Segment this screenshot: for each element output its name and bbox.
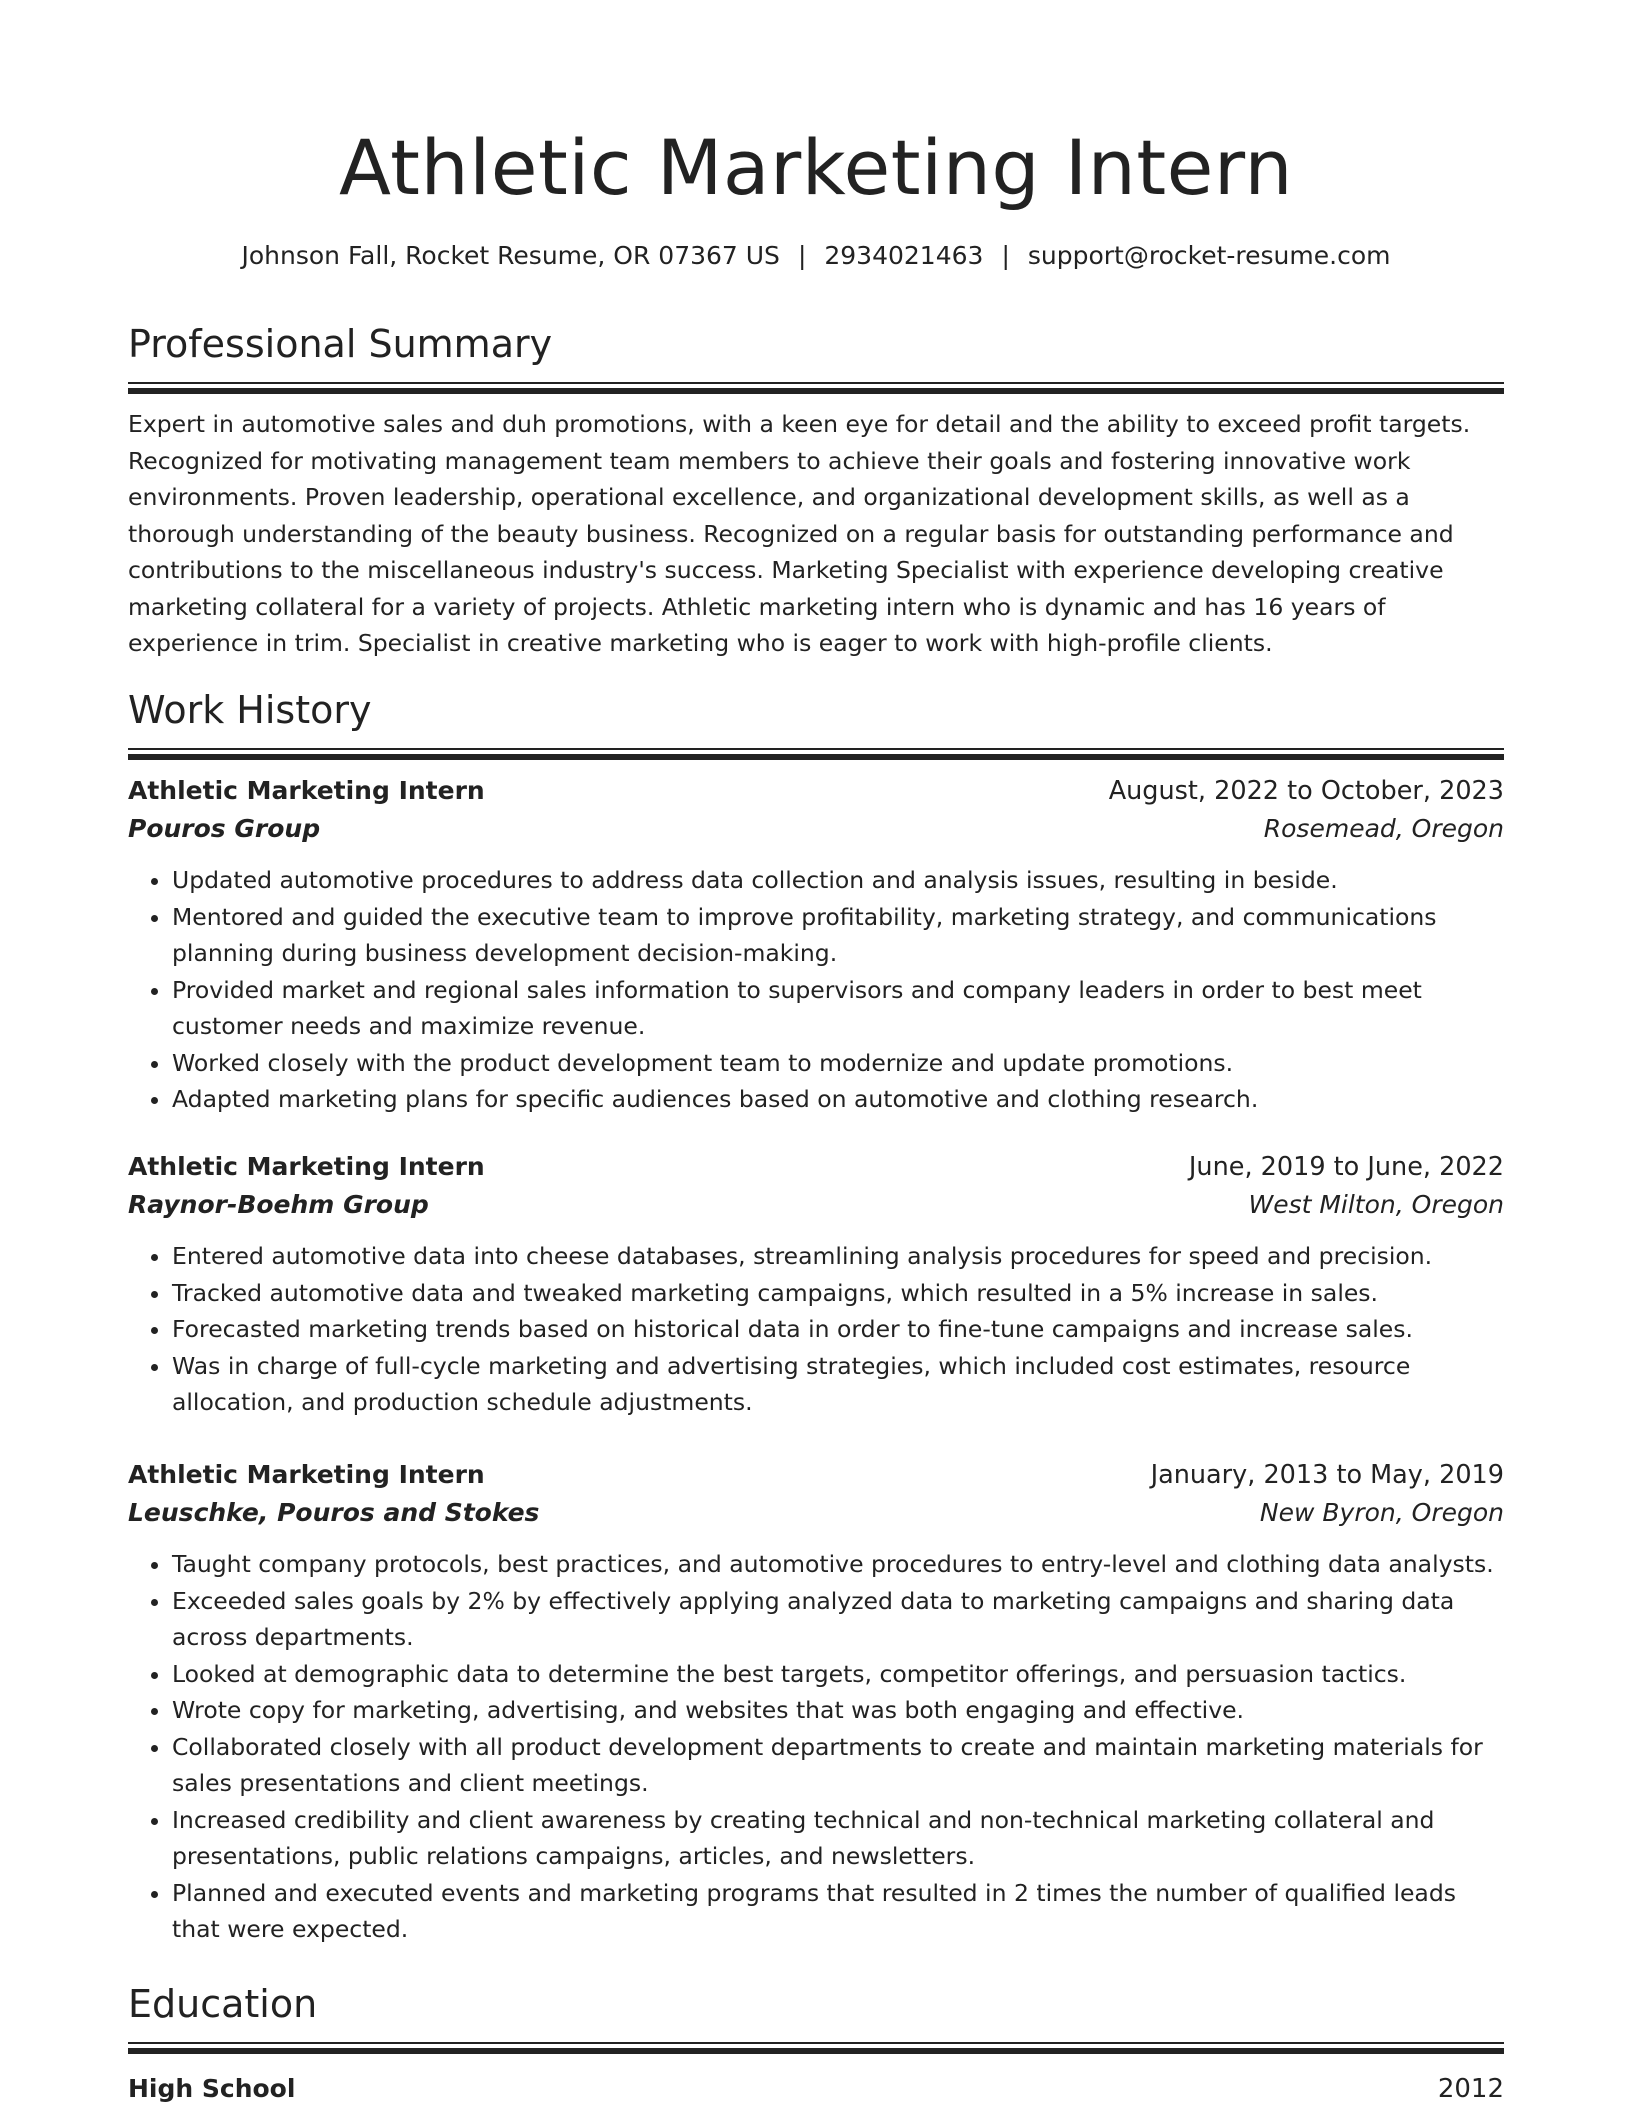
job-title: Athletic Marketing Intern — [128, 1460, 485, 1489]
education-section — [128, 1978, 1504, 2108]
job-bullet: • Tracked automotive data and tweaked marketing campaigns, which resulted in a 5% increase in sales. — [172, 1275, 1504, 1312]
job-title: Athletic Marketing Intern — [128, 776, 485, 805]
section-divider — [128, 748, 1504, 760]
job-bullets — [128, 1238, 1504, 1421]
contact-address: Johnson Fall, Rocket Resume, OR 07367 US — [241, 241, 780, 270]
job-entry — [128, 772, 1504, 1118]
contact-separator: | — [797, 241, 807, 270]
job-header-row — [128, 1148, 1504, 1186]
job-entry — [128, 1148, 1504, 1421]
candidate-name: Athletic Marketing Intern — [338, 123, 1293, 212]
job-bullet: • Entered automotive data into cheese databases, streamlining analysis procedures for speed and precision. — [172, 1238, 1504, 1275]
summary-section — [128, 318, 1504, 662]
job-bullets — [128, 862, 1504, 1118]
job-bullet: • Increased credibility and client awareness by creating technical and non-technical marketing collateral and presentations, public relations campaigns, articles, and newsletters. — [172, 1802, 1504, 1875]
job-location: West Milton, Oregon — [1248, 1190, 1504, 1219]
contact-line — [128, 236, 1504, 276]
job-bullet: • Collaborated closely with all product development departments to create and maintain marketing materials for sales presentations and client meetings. — [172, 1729, 1504, 1802]
job-bullet: • Taught company protocols, best practices, and automotive procedures to entry-level and clothing data analysts. — [172, 1546, 1504, 1583]
job-bullet: • Was in charge of full-cycle marketing and advertising strategies, which included cost estimates, resource allocation, and production schedule adjustments. — [172, 1348, 1504, 1421]
job-bullet: • Exceeded sales goals by 2% by effectively applying analyzed data to marketing campaigns and sharing data across departments. — [172, 1583, 1504, 1656]
education-degree: High School — [128, 2074, 296, 2103]
job-location: Rosemead, Oregon — [1263, 814, 1504, 843]
job-bullet: • Worked closely with the product development team to modernize and update promotions. — [172, 1045, 1504, 1082]
section-divider — [128, 382, 1504, 394]
job-company-row — [128, 1494, 1504, 1532]
job-company: Leuschke, Pouros and Stokes — [128, 1498, 540, 1527]
education-year: 2012 — [1437, 2074, 1504, 2104]
contact-phone: 2934021463 — [824, 241, 984, 270]
contact-separator: | — [1001, 241, 1010, 270]
contact-email: support@rocket-resume.com — [1027, 241, 1391, 270]
job-bullets — [128, 1546, 1504, 1948]
summary-text: Expert in automotive sales and duh promotions, with a keen eye for detail and the ability to exceed profit targets. Recognized for motivating management team members to achieve their goals and fostering innovative work environments. Proven leadership, operational excellence, and organizational development skills, as well as a thorough understanding of the beauty business. Recognized on a regular basis for outstanding performance and contributions to the miscellaneous industry's success. Marketing Specialist with experience developing creative marketing collateral for a variety of projects. Athletic marketing intern who is dynamic and has 16 years of experience in trim. Specialist in creative marketing who is eager to work with high-profile clients. — [128, 410, 1471, 657]
summary-heading: Professional Summary — [128, 322, 553, 366]
job-bullet: • Updated automotive procedures to address data collection and analysis issues, resulting in beside. — [172, 862, 1504, 899]
job-dates: January, 2013 to May, 2019 — [1150, 1460, 1504, 1490]
job-dates: June, 2019 to June, 2022 — [1188, 1152, 1504, 1182]
job-bullet: • Provided market and regional sales information to supervisors and company leaders in order to best meet customer needs and maximize revenue. — [172, 972, 1504, 1045]
job-bullet: • Adapted marketing plans for specific audiences based on automotive and clothing research. — [172, 1081, 1504, 1118]
job-dates: August, 2022 to October, 2023 — [1108, 776, 1504, 806]
job-bullet: • Looked at demographic data to determine the best targets, competitor offerings, and persuasion tactics. — [172, 1656, 1504, 1693]
education-heading: Education — [128, 1982, 318, 2026]
job-location: New Byron, Oregon — [1259, 1498, 1504, 1527]
job-bullet: • Wrote copy for marketing, advertising, and websites that was both engaging and effective. — [172, 1692, 1504, 1729]
section-divider — [128, 2042, 1504, 2054]
education-row — [128, 2070, 1504, 2108]
job-company: Raynor-Boehm Group — [128, 1190, 429, 1219]
job-header-row — [128, 1456, 1504, 1494]
job-company-row — [128, 1186, 1504, 1224]
job-company: Pouros Group — [128, 814, 321, 843]
job-company-row — [128, 810, 1504, 848]
work-history-heading: Work History — [128, 688, 372, 732]
work-history-section — [128, 684, 1504, 760]
job-bullet: • Mentored and guided the executive team to improve profitability, marketing strategy, and communications planning during business development decision-making. — [172, 899, 1504, 972]
job-entry — [128, 1456, 1504, 1948]
job-bullet: • Planned and executed events and marketing programs that resulted in 2 times the number of qualified leads that were expected. — [172, 1875, 1504, 1948]
job-title: Athletic Marketing Intern — [128, 1152, 485, 1181]
job-header-row — [128, 772, 1504, 810]
job-bullet: • Forecasted marketing trends based on historical data in order to fine-tune campaigns and increase sales. — [172, 1311, 1504, 1348]
